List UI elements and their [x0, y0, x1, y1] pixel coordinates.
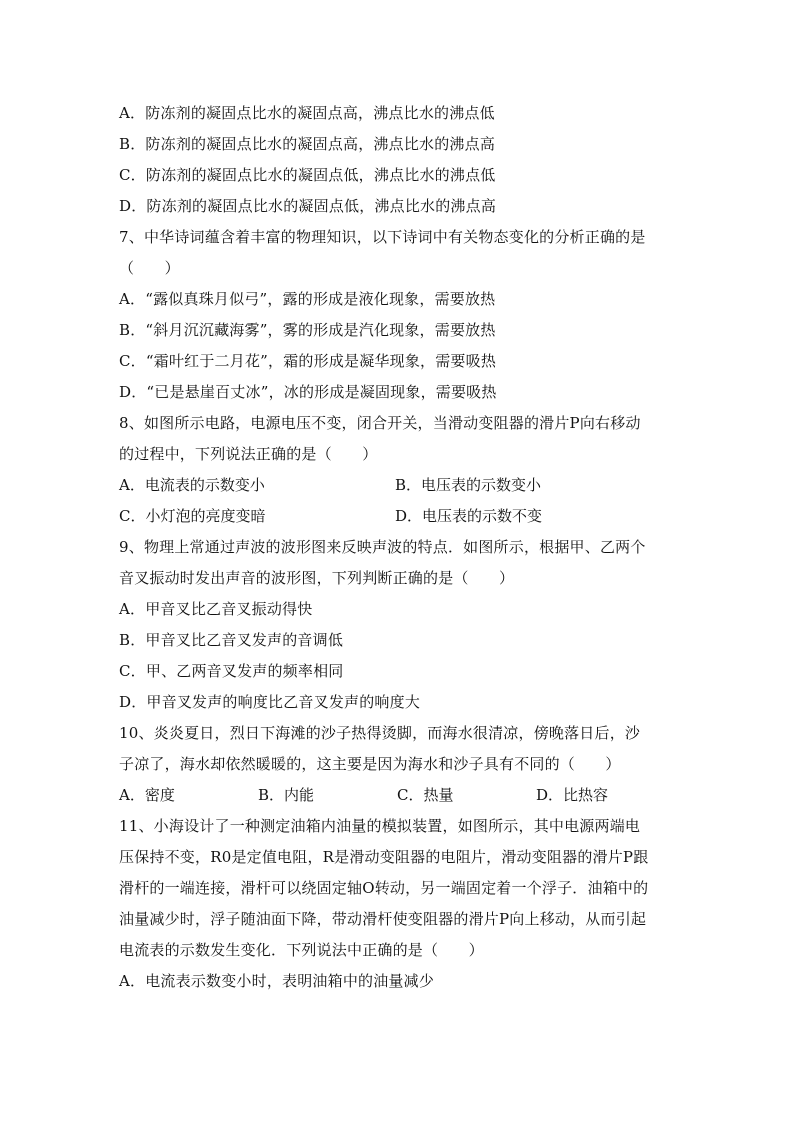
q10-option-b: B．内能: [258, 786, 315, 804]
q9-option-c: C．甲、乙两音叉发声的频率相同: [119, 662, 344, 680]
q8-stem-line-2: 的过程中，下列说法正确的是（ ）: [119, 445, 378, 463]
q10-option-a: A．密度: [119, 786, 175, 804]
q7-stem-line-1: 7、中华诗词蕴含着丰富的物理知识，以下诗词中有关物态变化的分析正确的是: [119, 228, 646, 246]
q6-option-c: C．防冻剂的凝固点比水的凝固点低，沸点比水的沸点低: [119, 166, 496, 184]
q8-stem-line-1: 8、如图所示电路，电源电压不变，闭合开关，当滑动变阻器的滑片P向右移动: [119, 414, 641, 432]
q11-stem-line-2: 压保持不变，R0是定值电阻，R是滑动变阻器的电阻片，滑动变阻器的滑片P跟: [119, 848, 649, 866]
q7-stem-line-2: （ ）: [119, 259, 180, 277]
q9-option-a: A．甲音叉比乙音叉振动得快: [119, 600, 313, 618]
question-8: [119, 408, 679, 532]
q11-stem-line-1: 11、小海设计了一种测定油箱内油量的模拟装置，如图所示，其中电源两端电: [119, 817, 641, 835]
q6-option-d: D．防冻剂的凝固点比水的凝固点低，沸点比水的沸点高: [119, 197, 497, 215]
question-content: [119, 98, 679, 997]
q9-option-b: B．甲音叉比乙音叉发声的音调低: [119, 631, 344, 649]
q8-option-b: B．电压表的示数变小: [395, 476, 542, 494]
q7-option-d: D．“已是悬崖百丈冰”，冰的形成是凝固现象，需要吸热: [119, 383, 497, 401]
q11-stem-line-3: 滑杆的一端连接，滑杆可以绕固定轴O转动，另一端固定着一个浮子．油箱中的: [119, 879, 649, 897]
question-6: [119, 98, 679, 222]
q8-options-row-1: [119, 470, 679, 501]
q6-option-b: B．防冻剂的凝固点比水的凝固点高，沸点比水的沸点高: [119, 135, 496, 153]
question-7: [119, 222, 679, 408]
question-9: [119, 532, 679, 718]
q11-option-a: A．电流表示数变小时，表明油箱中的油量减少: [119, 972, 435, 990]
q8-options-row-2: [119, 501, 679, 532]
q8-option-a: A．电流表的示数变小: [119, 476, 265, 494]
q9-stem-line-2: 音叉振动时发出声音的波形图，下列判断正确的是（ ）: [119, 569, 515, 587]
q7-option-c: C．“霜叶红于二月花”，霜的形成是凝华现象，需要吸热: [119, 352, 497, 370]
question-11: [119, 811, 679, 997]
q10-stem-line-2: 子凉了，海水却依然暖暖的，这主要是因为海水和沙子具有不同的（ ）: [119, 755, 621, 773]
q9-option-d: D．甲音叉发声的响度比乙音叉发声的响度大: [119, 693, 421, 711]
q7-option-b: B．“斜月沉沉藏海雾”，雾的形成是汽化现象，需要放热: [119, 321, 496, 339]
q11-stem-line-4: 油量减少时，浮子随油面下降，带动滑杆使变阻器的滑片P向上移动，从而引起: [119, 910, 647, 928]
q9-stem-line-1: 9、物理上常通过声波的波形图来反映声波的特点．如图所示，根据甲、乙两个: [119, 538, 646, 556]
question-10: [119, 718, 679, 811]
q10-option-d: D．比热容: [536, 786, 609, 804]
q7-option-a: A．“露似真珠月似弓”，露的形成是液化现象，需要放热: [119, 290, 496, 308]
q10-option-c: C．热量: [397, 786, 454, 804]
q10-stem-line-1: 10、炎炎夏日，烈日下海滩的沙子热得烫脚，而海水很清凉，傍晚落日后，沙: [119, 724, 641, 742]
q6-option-a: A．防冻剂的凝固点比水的凝固点高，沸点比水的沸点低: [119, 104, 495, 122]
q8-option-c: C．小灯泡的亮度变暗: [119, 507, 266, 525]
q8-option-d: D．电压表的示数不变: [395, 507, 543, 525]
q11-stem-line-5: 电流表的示数发生变化．下列说法中正确的是（ ）: [119, 941, 484, 959]
q10-options-row: [119, 780, 679, 811]
